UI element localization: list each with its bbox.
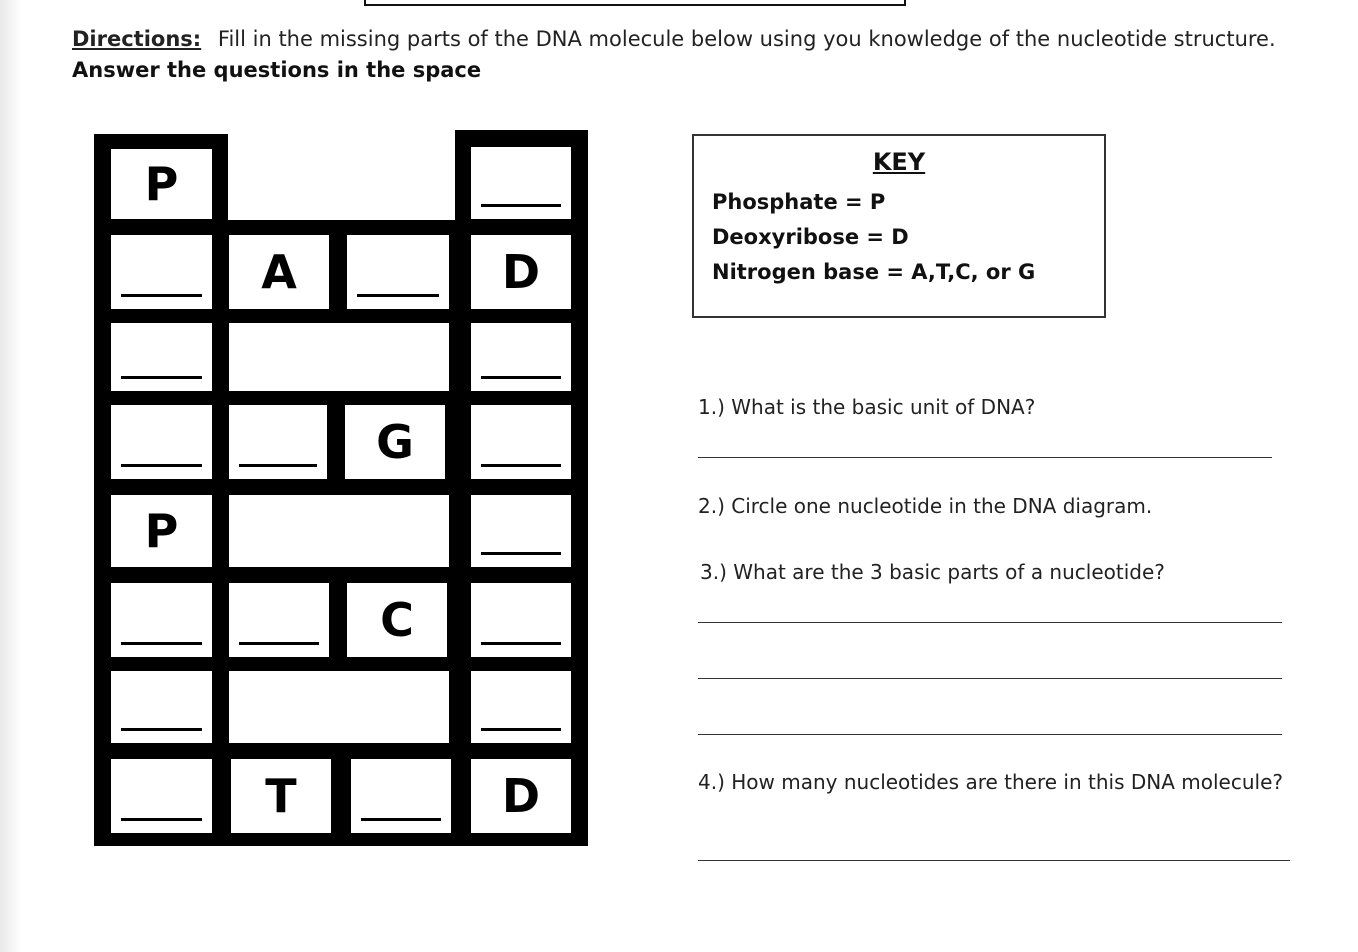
key-box [692,134,1106,318]
blank-line [481,642,561,645]
answer-line-3b[interactable] [698,678,1282,679]
blank-line [121,642,202,645]
blank-line [481,204,561,207]
blank-line [121,376,202,379]
ladder-cell[interactable]: A [226,232,332,312]
key-line-phosphate: Phosphate = P [712,190,886,214]
ladder-cell[interactable] [108,402,215,482]
ladder-cell[interactable] [468,144,574,222]
blank-line [239,464,317,467]
ladder-cell[interactable] [108,580,215,660]
ladder-cell[interactable] [348,756,454,836]
blank-line [481,464,561,467]
question-3: 3.) What are the 3 basic parts of a nucleotide? [700,560,1165,584]
ladder-cell[interactable]: G [342,402,448,482]
blank-line [481,376,561,379]
ladder-rung [226,668,452,746]
blank-line [239,642,319,645]
ladder-cell[interactable]: D [468,756,574,836]
ladder-cell[interactable] [226,402,330,482]
ladder-cell[interactable]: T [228,756,334,836]
dna-ladder-diagram [0,0,600,860]
ladder-cell[interactable]: P [108,492,215,570]
ladder-cell[interactable] [468,320,574,394]
ladder-cell[interactable] [108,668,215,746]
ladder-rung [226,320,452,394]
directions-text: Fill in the missing parts of the DNA molecule below using you knowledge of the nucleotide structure. [217,27,1276,51]
blank-line [121,728,202,731]
ladder-cell[interactable] [108,320,215,394]
ladder-cell[interactable] [468,402,574,482]
blank-line [357,294,439,297]
answer-line-3c[interactable] [698,734,1282,735]
question-2: 2.) Circle one nucleotide in the DNA diagram. [698,494,1153,518]
question-1: 1.) What is the basic unit of DNA? [698,395,1036,419]
answer-line-3a[interactable] [698,622,1282,623]
blank-line [121,818,202,821]
key-line-deoxyribose: Deoxyribose = D [712,225,909,249]
key-title: KEY [872,148,926,176]
ladder-cell[interactable]: C [344,580,450,660]
ladder-rung [226,492,452,570]
ladder-cell[interactable] [468,668,574,746]
blank-line [121,464,202,467]
ladder-cell[interactable] [468,580,574,660]
ladder-cell[interactable] [108,232,215,312]
blank-line [481,552,561,555]
ladder-cell[interactable] [468,492,574,570]
directions-label: Directions: [72,27,202,51]
directions-text-strong: Answer the questions in the space [72,58,482,82]
blank-line [121,294,202,297]
key-line-nitrogen-base: Nitrogen base = A,T,C, or G [712,260,1036,284]
ladder-cell[interactable] [344,232,452,312]
ladder-cell[interactable]: D [468,232,574,312]
ladder-cell[interactable] [226,580,332,660]
answer-line-1[interactable] [698,457,1272,458]
blank-line [481,728,561,731]
answer-line-4[interactable] [698,860,1290,861]
blank-line [361,818,441,821]
ladder-cell[interactable]: P [108,146,215,222]
question-4: 4.) How many nucleotides are there in this DNA molecule? [698,770,1283,794]
ladder-cell[interactable] [108,756,215,836]
